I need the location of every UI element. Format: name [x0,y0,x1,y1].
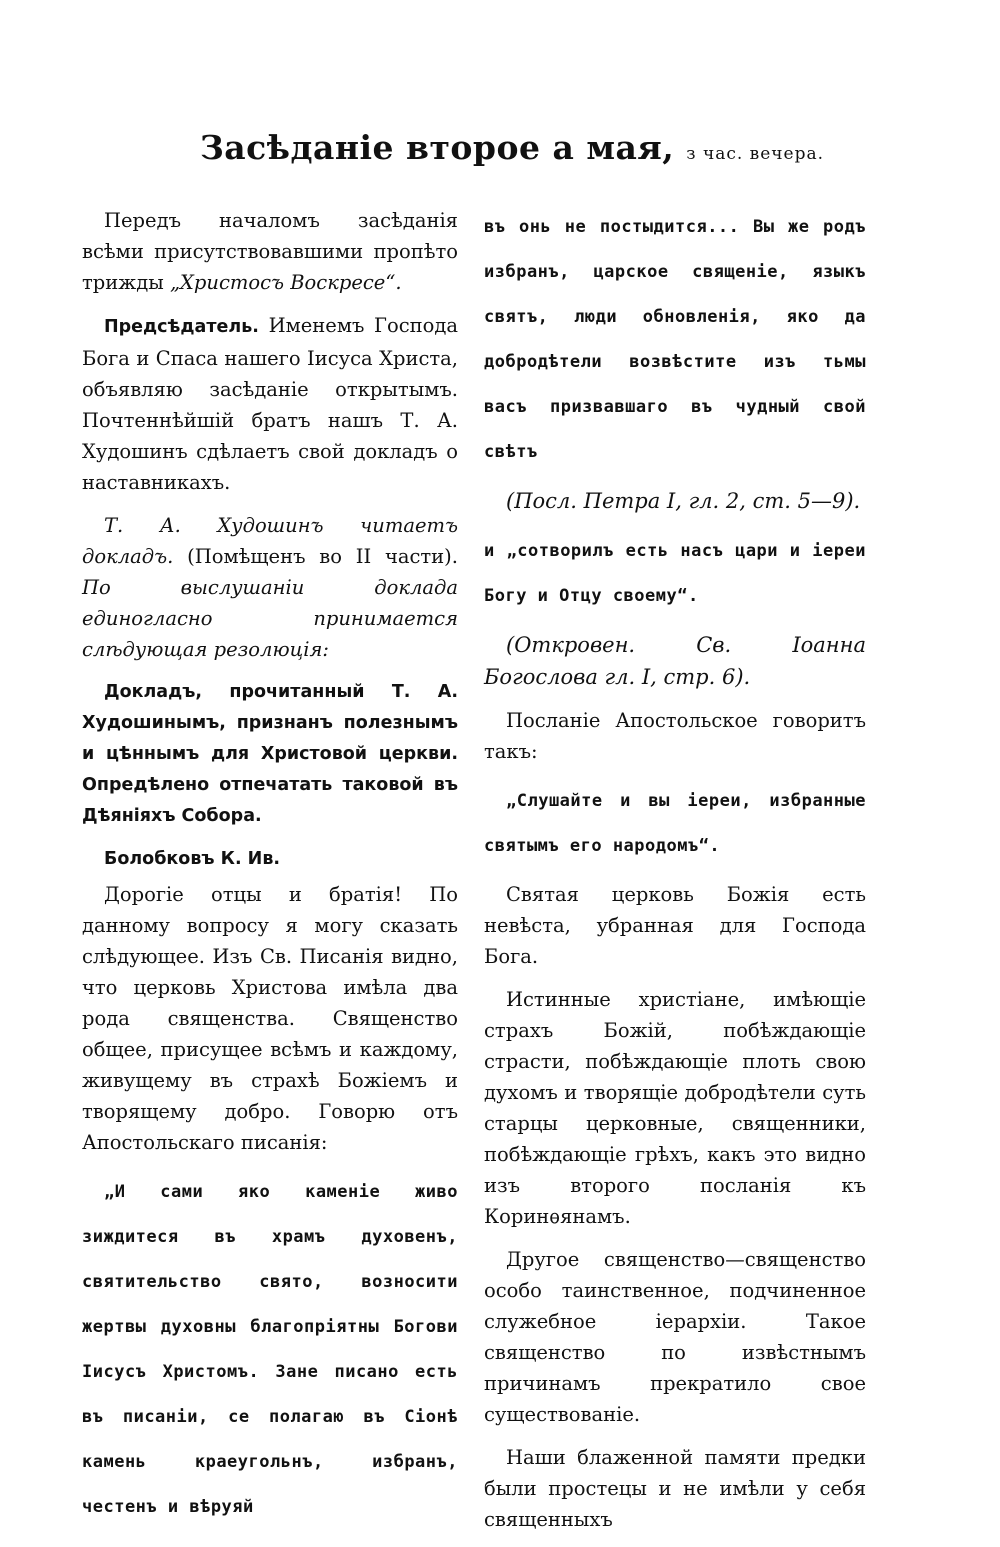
paragraph-chairman [82,310,458,498]
opening-quote: „Христосъ Воскресе“. [169,271,402,294]
paragraph-bolobkov: Дорогіе отцы и братія! По данному вопросу я могу сказать слѣдующее. Изъ Св. Писанія видно, что церковь Христова имѣла два рода священства. Священство общее, присущее всѣмъ и каждому, живущему въ страхѣ Божіемъ и творящему добро. Говорю отъ Апостольскаго писанія: [82,883,458,1154]
paragraph-other-priesthood: Другое священство—священство особо таинственное, подчиненное служебное іерархіи. Такое священство по извѣстнымъ причинамъ прекратило свое существованіе. [484,1248,866,1426]
paragraph-epistle: Посланіе Апостольское говоритъ такъ: [484,709,866,763]
scripture-quote-2: въ онь не постыдится... Вы же родъ избранъ, царское священіе, языкъ святъ, люди обновленія, яко да добродѣтели возвѣстите изъ тьмы васъ призвавшаго въ чудный свой свѣтъ [484,217,866,462]
reference-peter: (Посл. Петра I, гл. 2, ст. 5—9). [506,489,861,513]
paragraph-report [82,510,458,665]
scripture-quote-3: и „сотворилъ есть насъ цари и іереи Богу и Отцу своему“. [484,541,866,606]
paragraph-ancestors: Наши блаженной памяти предки были простецы и не имѣли у себя священныхъ [484,1446,866,1531]
chairman-text: Именемъ Господа Бога и Спаса нашего Іисуса Христа, объявляю засѣданіе открытымъ. Почтеннѣйшій братъ нашъ Т. А. Худошинъ сдѣлаетъ свой докладъ о наставникахъ. [82,314,458,494]
heading-time: з час. вечера. [686,144,825,164]
page-heading [200,128,825,167]
opening-text: Передъ началомъ засѣданія всѣми присутствовавшими пропѣто трижды [82,209,458,294]
scripture-quote-4: „Слушайте и вы іереи, избранные святымъ его народомъ“. [484,791,866,856]
reference-revelation: (Откровен. Св. Іоанна Богослова гл. I, стр. 6). [484,633,866,689]
resolution-text: Докладъ, прочитанный Т. А. Худошинымъ, признанъ полезнымъ и цѣннымъ для Христовой церкви. Опредѣлено отпечатать таковой въ Дѣяніяхъ Собора. [82,682,458,826]
paragraph-opening [82,205,458,298]
report-text: (Помѣщенъ во II части). [173,545,458,568]
scripture-quote-1: „И сами яко каменіе живо зиждитеся въ храмъ духовенъ, святительство свято, возносити жертвы духовны благопріятны Богови Іисусъ Христомъ. Зане писано есть въ писаніи, се полагаю въ Сіонѣ камень краеугольнъ, избранъ, честенъ и вѣруяй [82,1182,458,1517]
paragraph-true-christians: Истинные христіане, имѣющіе страхъ Божій, побѣждающіе страсти, побѣждающіе плоть свою духомъ и творящіе добродѣтели суть старцы церковные, священники, побѣждающіе грѣхъ, какъ это видно изъ второго посланія къ Коринѳянамъ. [484,988,866,1228]
right-column [484,205,866,1547]
speaker-bolobkov: Болобковъ К. Ив. [104,849,281,869]
left-column [82,205,458,1540]
heading-title: Засѣданіе второе а мая, [200,128,675,167]
speaker-chairman: Предсѣдатель. [104,317,259,337]
report-italic: Т. А. Худошинъ читаетъ докладъ. [82,514,458,568]
report-resolution-intro: По выслушаніи доклада единогласно принимается слѣдующая резолюція: [82,576,458,661]
paragraph-bride: Святая церковь Божія есть невѣста, убранная для Господа Бога. [484,883,866,968]
